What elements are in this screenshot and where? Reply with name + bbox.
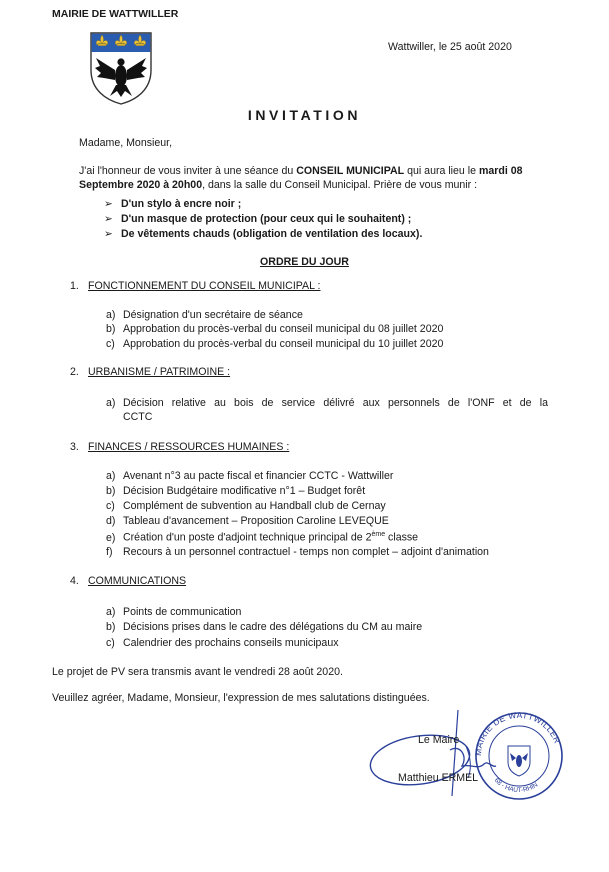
signature-role: Le Maire bbox=[418, 734, 460, 746]
intro-paragraph bbox=[79, 165, 529, 193]
agenda-item: b) Approbation du procès-verbal du conseil municipal du 08 juillet 2020 bbox=[106, 323, 444, 335]
section-heading: 4. COMMUNICATIONS bbox=[70, 575, 187, 587]
agenda-item: a) Points de communication bbox=[106, 606, 242, 618]
agenda-item: a) Décision relative au bois de service délivré aux personnels de l'ONF et de la CCTC bbox=[106, 397, 548, 423]
section-heading: 1. FONCTIONNEMENT DU CONSEIL MUNICIPAL : bbox=[70, 280, 321, 292]
stamp-top-text: MAIRIE DE WATTWILLER bbox=[472, 709, 563, 757]
date-line: Wattwiller, le 25 août 2020 bbox=[388, 41, 512, 53]
pv-note: Le projet de PV sera transmis avant le vendredi 28 août 2020. bbox=[52, 666, 343, 678]
bullet-arrow-icon: ➢ bbox=[104, 213, 113, 225]
agenda-item: b) Décision Budgétaire modificative n°1 – Budget forêt bbox=[106, 485, 366, 497]
page-title: INVITATION bbox=[247, 107, 362, 123]
closing-line: Veuillez agréer, Madame, Monsieur, l'expression de mes salutations distinguées. bbox=[52, 692, 430, 704]
signature-name: Matthieu ERMEL bbox=[398, 772, 479, 784]
agenda-item: b) Décisions prises dans le cadre des délégations du CM au maire bbox=[106, 621, 423, 633]
agenda-item: a) Avenant n°3 au pacte fiscal et financier CCTC - Wattwiller bbox=[106, 470, 394, 482]
agenda-item: c) Complément de subvention au Handball club de Cernay bbox=[106, 500, 386, 512]
svg-text:MAIRIE DE WATTWILLER bbox=[473, 710, 563, 756]
mairie-header: MAIRIE DE WATTWILLER bbox=[52, 8, 179, 20]
agenda-item: e) Création d'un poste d'adjoint technique principal de 2ème classe bbox=[106, 531, 419, 544]
bring-item: ➢ D'un masque de protection (pour ceux qui le souhaitent) ; bbox=[104, 213, 412, 225]
bullet-arrow-icon: ➢ bbox=[104, 228, 113, 240]
section-heading: 3. FINANCES / RESSOURCES HUMAINES : bbox=[70, 441, 290, 453]
intro-text-3: , dans la salle du Conseil Municipal. Prière de vous munir : bbox=[202, 178, 478, 191]
agenda-item: c) Approbation du procès-verbal du conseil municipal du 10 juillet 2020 bbox=[106, 338, 444, 350]
intro-text-2: qui aura lieu le bbox=[404, 165, 479, 177]
agenda-item: f) Recours à un personnel contractuel - temps non complet – adjoint d'animation bbox=[106, 546, 489, 558]
agenda-item: a) Désignation d'un secrétaire de séance bbox=[106, 309, 303, 321]
bring-item: ➢ De vêtements chauds (obligation de ventilation des locaux). bbox=[104, 228, 423, 240]
mairie-stamp bbox=[368, 706, 563, 809]
coat-of-arms-icon bbox=[88, 30, 154, 111]
intro-bold-date: mardi 08 Septembre 2020 à 20h00 bbox=[79, 165, 523, 191]
bullet-arrow-icon: ➢ bbox=[104, 198, 113, 210]
agenda-item: c) Calendrier des prochains conseils municipaux bbox=[106, 637, 339, 649]
section-heading: 2. URBANISME / PATRIMOINE : bbox=[70, 366, 231, 378]
salutation: Madame, Monsieur, bbox=[79, 137, 173, 149]
bring-item: ➢ D'un stylo à encre noir ; bbox=[104, 198, 242, 210]
intro-bold-council: CONSEIL MUNICIPAL bbox=[296, 165, 405, 177]
agenda-item: d) Tableau d'avancement – Proposition Caroline LEVEQUE bbox=[106, 515, 389, 527]
agenda-title: ORDRE DU JOUR bbox=[260, 256, 349, 268]
stamp-bottom-text: 68 - HAUT-RHIN bbox=[492, 777, 540, 795]
intro-text-1: J'ai l'honneur de vous inviter à une séance du bbox=[79, 165, 297, 177]
